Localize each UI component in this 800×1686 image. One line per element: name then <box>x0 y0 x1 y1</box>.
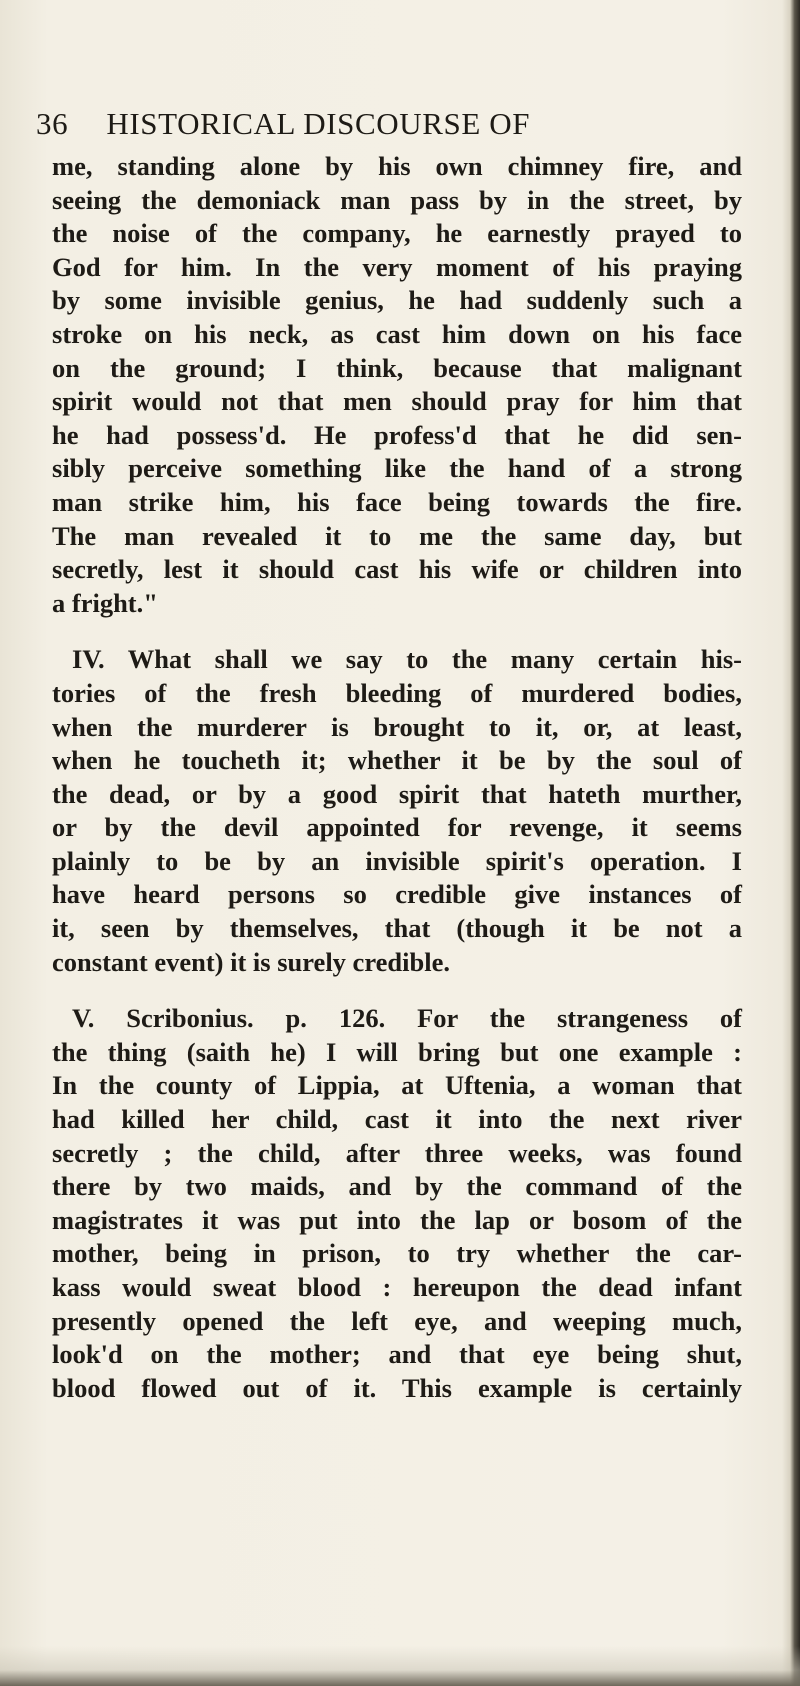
text-line: by some invisible genius, he had suddenly such a <box>52 285 742 316</box>
text-line: secretly, lest it should cast his wife or children into <box>52 554 742 585</box>
text-line: had killed her child, cast it into the next river <box>52 1104 742 1135</box>
paragraph-3 <box>52 1002 742 1405</box>
text-line: the noise of the company, he earnestly prayed to <box>52 218 742 249</box>
text-line: V. Scribonius. p. 126. For the strangeness of <box>72 1003 742 1034</box>
text-line: presently opened the left eye, and weeping much, <box>52 1305 742 1336</box>
text-line: magistrates it was put into the lap or bosom of the <box>52 1204 742 1235</box>
text-line: a fright." <box>52 587 158 618</box>
text-line: when he toucheth it; whether it be by the soul of <box>52 745 742 776</box>
paragraph-2 <box>52 643 742 979</box>
text-line: plainly to be by an invisible spirit's operation. I <box>52 845 742 876</box>
text-line: kass would sweat blood : hereupon the dead infant <box>52 1272 742 1302</box>
text-line: he had possess'd. He profess'd that he did sen- <box>52 419 742 450</box>
paragraph-1 <box>52 150 742 620</box>
text-line: spirit would not that men should pray for him that <box>52 386 742 417</box>
page-edge-shadow <box>782 0 800 1686</box>
text-line: the thing (saith he) I will bring but one example : <box>52 1036 742 1067</box>
text-line: when the murderer is brought to it, or, at least, <box>52 711 742 742</box>
text-line: on the ground; I think, because that malignant <box>52 352 742 383</box>
text-line: it, seen by themselves, that (though it be not a <box>52 913 742 944</box>
text-line: The man revealed it to me the same day, but <box>52 520 742 551</box>
text-line: seeing the demoniack man pass by in the street, by <box>52 184 742 215</box>
text-line: have heard persons so credible give instances of <box>52 879 742 910</box>
text-line: blood flowed out of it. This example is certainly <box>52 1372 742 1403</box>
text-line: mother, being in prison, to try whether the car- <box>52 1238 742 1269</box>
text-line: God for him. In the very moment of his praying <box>52 251 742 282</box>
running-head <box>36 106 736 146</box>
text-line: me, standing alone by his own chimney fire, and <box>52 151 742 181</box>
text-line: sibly perceive something like the hand of a strong <box>52 453 742 484</box>
text-line: the dead, or by a good spirit that hateth murther, <box>52 778 742 809</box>
text-line: secretly ; the child, after three weeks, was found <box>52 1137 742 1168</box>
page-number: 36 <box>36 106 69 141</box>
text-line: constant event) it is surely credible. <box>52 946 450 977</box>
paragraph-gap <box>52 620 742 643</box>
text-line: man strike him, his face being towards the fire. <box>52 486 742 517</box>
text-line: tories of the fresh bleeding of murdered bodies, <box>52 677 742 708</box>
text-line: In the county of Lippia, at Uftenia, a woman that <box>52 1070 742 1101</box>
paragraph-gap <box>52 979 742 1002</box>
text-line: IV. What shall we say to the many certain his- <box>72 644 742 675</box>
text-line: or by the devil appointed for revenge, it seems <box>52 812 742 843</box>
page-bottom-shadow <box>0 1646 800 1686</box>
text-line: stroke on his neck, as cast him down on his face <box>52 318 742 349</box>
body-text <box>52 150 742 1405</box>
text-line: there by two maids, and by the command of the <box>52 1171 742 1202</box>
text-line: look'd on the mother; and that eye being shut, <box>52 1339 742 1370</box>
running-head-title: HISTORICAL DISCOURSE OF <box>106 106 531 141</box>
